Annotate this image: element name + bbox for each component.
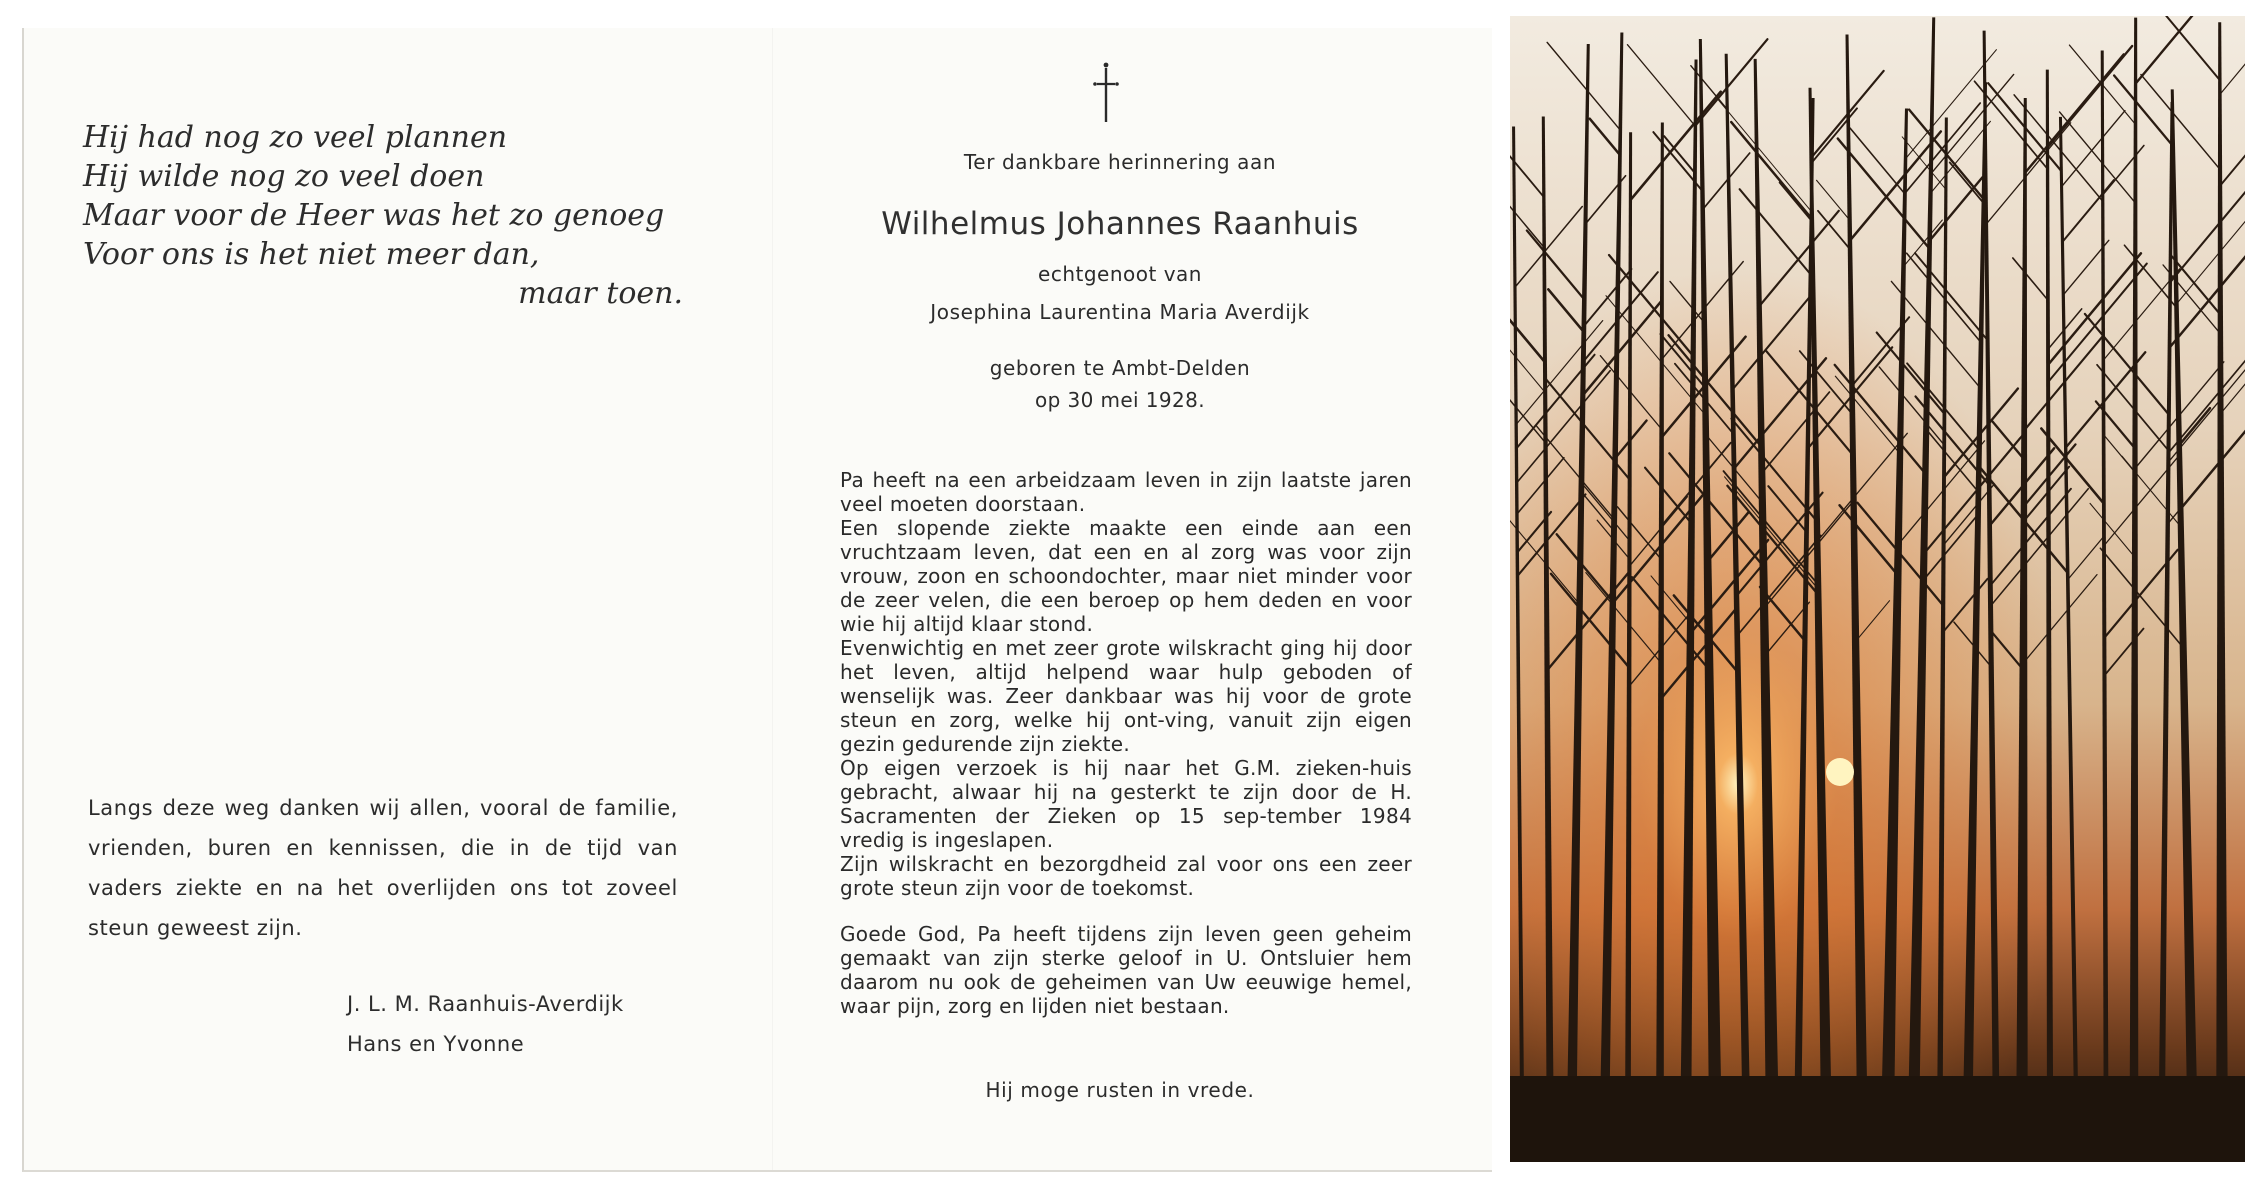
memorial-poem: [83, 118, 683, 313]
biography-text: [840, 468, 1412, 1018]
card-fold: [772, 28, 773, 1170]
poem-line: maar toen.: [518, 276, 683, 311]
biography-paragraph: Pa heeft na een arbeidzaam leven in zijn laatste jaren veel moeten doorstaan.: [840, 468, 1412, 516]
memorial-intro: Ter dankbare herinnering aan: [963, 150, 1277, 174]
poem-line: Maar voor de Heer was het zo genoeg: [83, 198, 665, 233]
closing-line: Hij moge rusten in vrede.: [985, 1078, 1255, 1102]
deceased-name: Wilhelmus Johannes Raanhuis: [881, 206, 1359, 242]
poem-line: Hij wilde nog zo veel doen: [83, 159, 485, 194]
biography-paragraph: Zijn wilskracht en bezorgdheid zal voor ons een zeer grote steun zijn voor de toekomst.: [840, 852, 1412, 900]
poem-line: Hij had nog zo veel plannen: [83, 120, 508, 155]
prayer-paragraph: Goede God, Pa heeft tijdens zijn leven geen geheim gemaakt van zijn sterke geloof in U. Ontsluier hem daarom nu ook de geheimen van Uw eeuwige hemel, waar pijn, zorg en lijden niet bestaan.: [840, 922, 1412, 1018]
sunset-trees-image: [1510, 16, 2245, 1162]
signature-widow: J. L. M. Raanhuis-Averdijk: [347, 992, 624, 1016]
thanks-paragraph: Langs deze weg danken wij allen, vooral de familie, vrienden, buren en kennissen, die in de tijd van vaders ziekte en na het overlijden ons tot zoveel steun geweest zijn.: [88, 796, 678, 940]
sunset-trees-photo: [1510, 16, 2245, 1162]
signature-children: Hans en Yvonne: [347, 1032, 525, 1056]
biography-paragraph: Een slopende ziekte maakte een einde aan een vruchtzaam leven, dat een en al zorg was voor zijn vrouw, zoon en schoondochter, maar niet minder voor de zeer velen, die een beroep op hem deden en voor wie hij altijd klaar stond.: [840, 516, 1412, 636]
biography-paragraph: Evenwichtig en met zeer grote wilskracht ging hij door het leven, altijd helpend waar hulp geboden of wenselijk was. Zeer dankbaar was hij voor de grote steun en zorg, welke hij ont-ving, vanuit zijn eigen gezin gedurende zijn ziekte.: [840, 636, 1412, 756]
biography-paragraph: Op eigen verzoek is hij naar het G.M. zieken-huis gebracht, alwaar hij na gesterkt te zijn door de H. Sacramenten der Zieken op 15 sep-tember 1984 vredig is ingeslapen.: [840, 756, 1412, 852]
birth-date: op 30 mei 1928.: [1034, 388, 1206, 412]
spouse-name: Josephina Laurentina Maria Averdijk: [930, 300, 1310, 324]
signature-block: [347, 984, 624, 1064]
poem-line: Voor ons is het niet meer dan,: [83, 237, 540, 272]
birth-place: geboren te Ambt-Delden: [989, 356, 1251, 380]
spouse-label: echtgenoot van: [1038, 262, 1202, 286]
cross-icon: [1086, 56, 1126, 126]
